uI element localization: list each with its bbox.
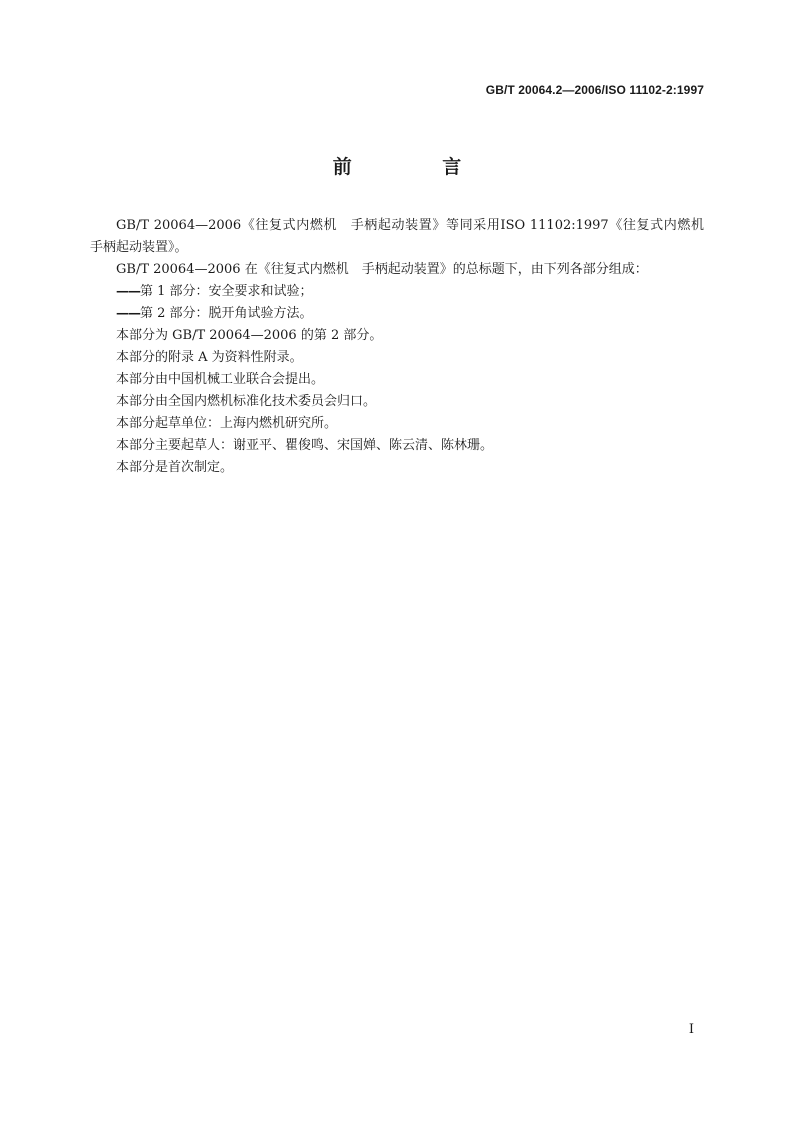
list-dash: —— — [116, 284, 140, 299]
page-number: I — [688, 1022, 694, 1037]
paragraph-adoption: GB/T 20064—2006《往复式内燃机 手柄起动装置》等同采用ISO 11102:1997《往复式内燃机 手柄起动装置》。 — [90, 218, 718, 255]
paragraph-drafters: 本部分主要起草人：谢亚平、瞿俊鸣、宋国婵、陈云清、陈林珊。 — [116, 438, 494, 453]
standard-code-header: GB/T 20064.2—2006/ISO 11102-2:1997 — [485, 83, 704, 97]
document-body — [90, 215, 718, 479]
paragraph-drafting-unit: 本部分起草单位：上海内燃机研究所。 — [116, 416, 338, 431]
paragraph-parts-intro: GB/T 20064—2006 在《往复式内燃机 手柄起动装置》的总标题下，由下列各部分组成： — [116, 262, 648, 277]
paragraph-proposer: 本部分由中国机械工业联合会提出。 — [116, 372, 325, 387]
paragraph-first-edition: 本部分是首次制定。 — [116, 460, 234, 475]
list-item — [90, 303, 704, 325]
list-item — [90, 281, 704, 303]
paragraph-part-statement: 本部分为 GB/T 20064—2006 的第 2 部分。 — [116, 328, 383, 343]
paragraph-committee: 本部分由全国内燃机标准化技术委员会归口。 — [116, 394, 377, 409]
list-item-text: 第 2 部分：脱开角试验方法。 — [140, 306, 313, 321]
page-title: 前 言 — [332, 156, 504, 178]
list-item-text: 第 1 部分：安全要求和试验； — [140, 284, 313, 299]
list-dash: —— — [116, 306, 140, 321]
paragraph-annex: 本部分的附录 A 为资料性附录。 — [116, 350, 303, 365]
